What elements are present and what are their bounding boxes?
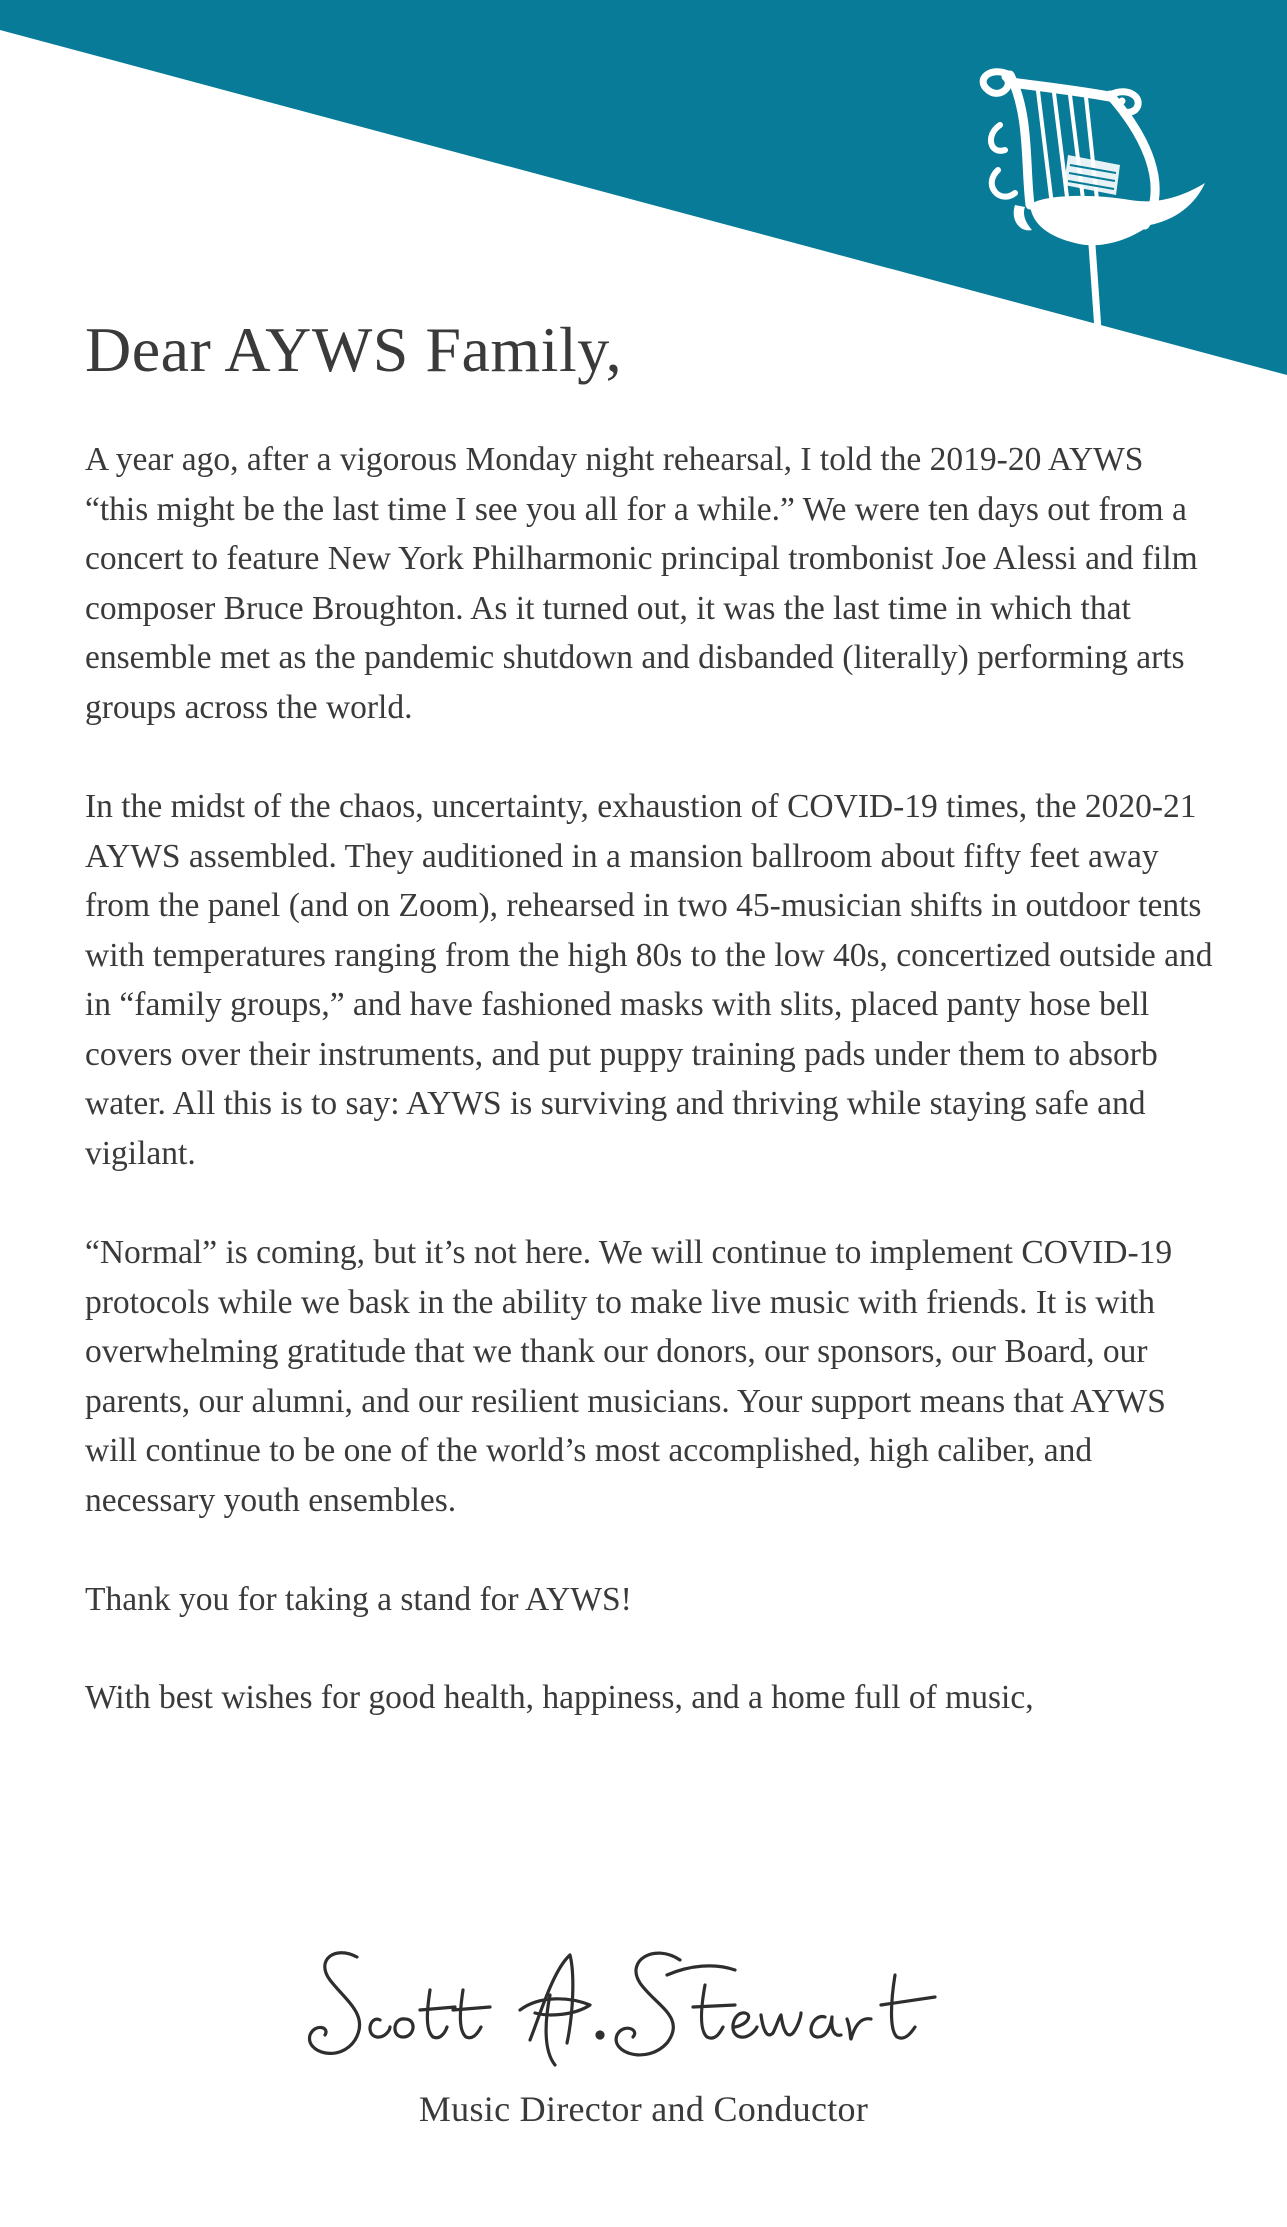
letter-paragraph-3: “Normal” is coming, but it’s not here. We will continue to implement COVID-19 protocols while we bask in the ability to make live music with friends. It is with overwhelming gratitude that we thank our donors, our sponsors, our Board, our parents, our alumni, and our resilient musicians. Your support means that AYWS will continue to be one of the world’s most accomplished, high caliber, and necessary youth ensembles. xyxy=(85,1234,1173,1519)
letter-closing: With best wishes for good health, happiness, and a home full of music, xyxy=(85,1678,1034,1716)
letter-body xyxy=(85,315,1215,1770)
lyre-music-stand-icon xyxy=(970,55,1220,335)
handwritten-signature xyxy=(295,1935,995,2075)
letter-greeting: Dear AYWS Family, xyxy=(85,314,623,385)
letter-paragraph-4: Thank you for taking a stand for AYWS! xyxy=(85,1581,632,1619)
signer-title: Music Director and Conductor xyxy=(418,2089,869,2129)
letter-paragraph-2: In the midst of the chaos, uncertainty, exhaustion of COVID-19 times, the 2020-21 AYWS assembled. They auditioned in a mansion ballroom about fifty feet away from the panel (and on Zoom), rehearsed in two 45-musician shifts in outdoor tents with temperatures ranging from the high 80s to the low 40s, concertized outside and in “family groups,” and have fashioned masks with slits, placed panty hose bell covers over their instruments, and put puppy training pads under them to absorb water. All this is to say: AYWS is surviving and thriving while staying safe and vigilant. xyxy=(85,788,1213,1172)
letter-paragraph-1: A year ago, after a vigorous Monday night rehearsal, I told the 2019-20 AYWS “this might be the last time I see you all for a while.” We were ten days out from a concert to feature New York Philharmonic principal trombonist Joe Alessi and film composer Bruce Broughton. As it turned out, it was the last time in which that ensemble met as the pandemic shutdown and disbanded (literally) performing arts groups across the world. xyxy=(85,441,1198,726)
